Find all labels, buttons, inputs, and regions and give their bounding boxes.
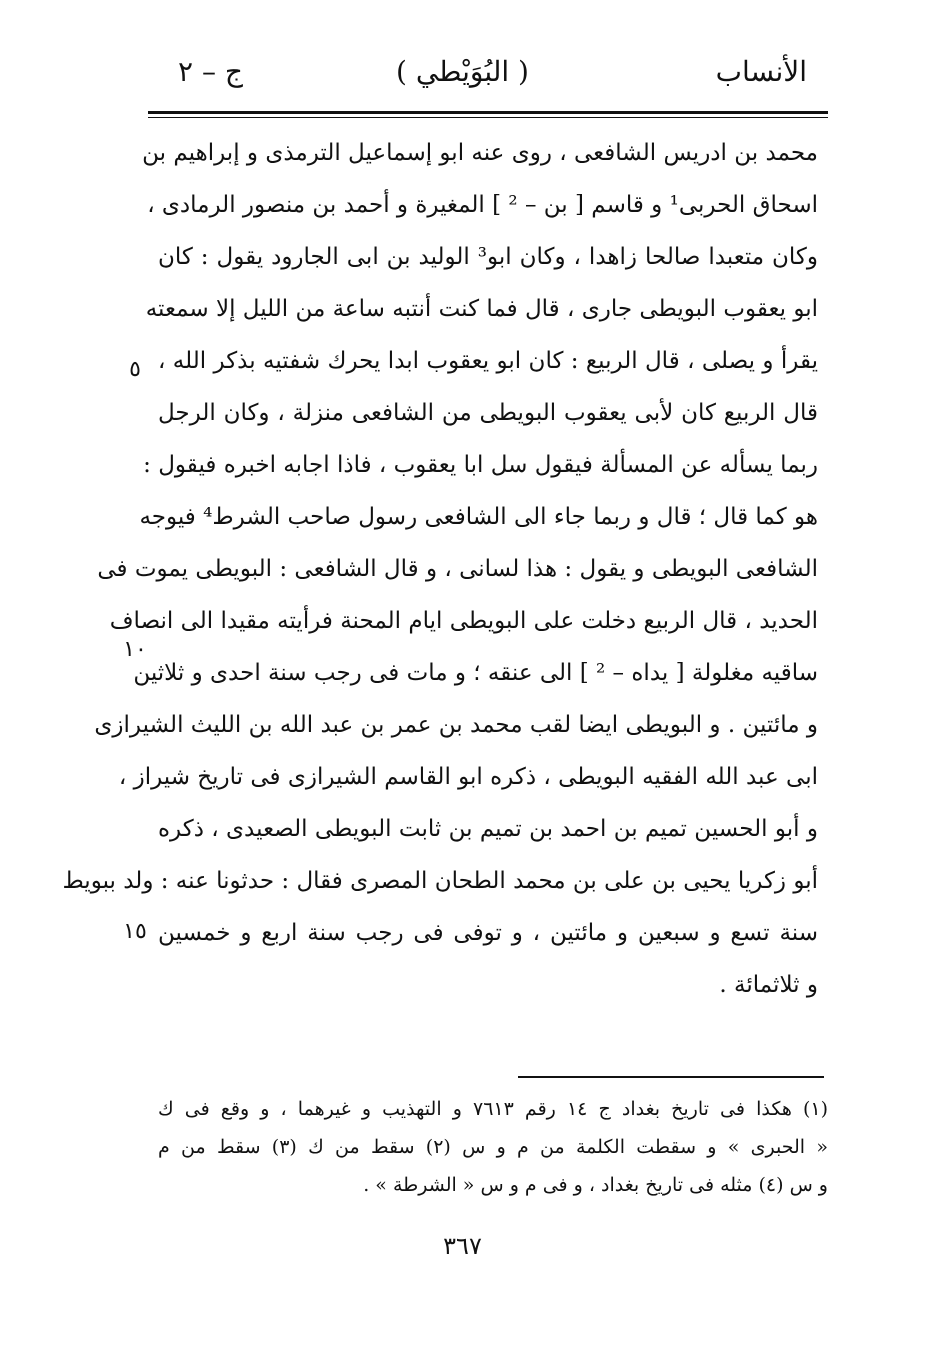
text-line: هو كما قال ؛ قال و ربما جاء الى الشافعى رسول صاحب الشرط⁴ فيوجه (139, 504, 818, 530)
header-rule-thin (148, 117, 828, 118)
footnote-line: (١) هكذا فى تاريخ بغداد ج ١٤ رقم ٧٦١٣ و التهذيب و غيرهما ، و وقع فى ك (158, 1098, 828, 1120)
text-line: و مائتين . و البويطى ايضا لقب محمد بن عمر بن عبد الله بن الليث الشيرازى (94, 712, 818, 738)
line-number-15: ١٥ (123, 919, 147, 944)
text-line: الحديد ، قال الربيع دخلت على البويطى ايام المحنة فرأيته مقيدا الى انصاف (109, 608, 818, 634)
text-line: محمد بن ادريس الشافعى ، روى عنه ابو إسماعيل الترمذى و إبراهيم بن (142, 140, 818, 166)
footnotes (158, 1090, 828, 1204)
text-line: الشافعى البويطى و يقول : هذا لسانى ، و قال الشافعى : البويطى يموت فى (97, 556, 818, 582)
text-line: و ثلاثمائة . (719, 972, 818, 998)
running-header-book-title: الأنساب (715, 55, 807, 88)
footnote-line: و س (٤) مثله فى تاريخ بغداد ، و فى م و س « الشرطة » . (363, 1174, 828, 1196)
line-number-10: ١٠ (123, 637, 147, 662)
text-line: ابى عبد الله الفقيه البويطى ، ذكره ابو القاسم الشيرازى فى تاريخ شيراز ، (118, 764, 818, 790)
text-line: ربما يسأله عن المسألة فيقول سل ابا يعقوب ، فاذا اجابه اخبره فيقول : (143, 452, 818, 478)
text-line: ابو يعقوب البويطى جارى ، قال فما كنت أنتبه ساعة من الليل إلا سمعته (145, 296, 818, 322)
running-header-volume: ج – ٢ (178, 55, 243, 88)
footnote-line: « الحبرى » و سقطت الكلمة من م و س (٢) سقط من ك (٣) سقط من م (158, 1136, 828, 1158)
footnote-rule (518, 1076, 824, 1078)
text-line: ساقيه مغلولة [ يداه – ² ] الى عنقه ؛ و مات فى رجب سنة احدى و ثلاثين (133, 660, 818, 686)
text-line: يقرأ و يصلى ، قال الربيع : كان ابو يعقوب ابدا يحرك شفتيه بذكر الله ، (158, 348, 818, 374)
text-line: سنة تسع و سبعين و مائتين ، و توفى فى رجب سنة اربع و خمسين (158, 920, 818, 946)
text-line: اسحاق الحربى¹ و قاسم [ بن – ² ] المغيرة و أحمد بن منصور الرمادى ، (147, 192, 818, 218)
text-line: قال الربيع كان لأبى يعقوب البويطى من الشافعى منزلة ، وكان الرجل (158, 400, 818, 426)
text-line: أبو زكريا يحيى بن على بن محمد الطحان المصرى فقال : حدثونا عنه : ولد ببويط (62, 868, 818, 894)
text-line: وكان متعبدا صالحا زاهدا ، وكان ابو³ الوليد بن ابى الجارود يقول : كان (158, 244, 818, 270)
page-number: ٣٦٧ (443, 1232, 482, 1260)
header-rule-thick (148, 111, 828, 114)
running-header-entry-title: ( البُوَيْطي ) (396, 55, 529, 88)
text-line: و أبو الحسين تميم بن احمد بن تميم بن ثابت البويطى الصعيدى ، ذكره (158, 816, 818, 842)
line-number-5: ٥ (129, 357, 141, 382)
